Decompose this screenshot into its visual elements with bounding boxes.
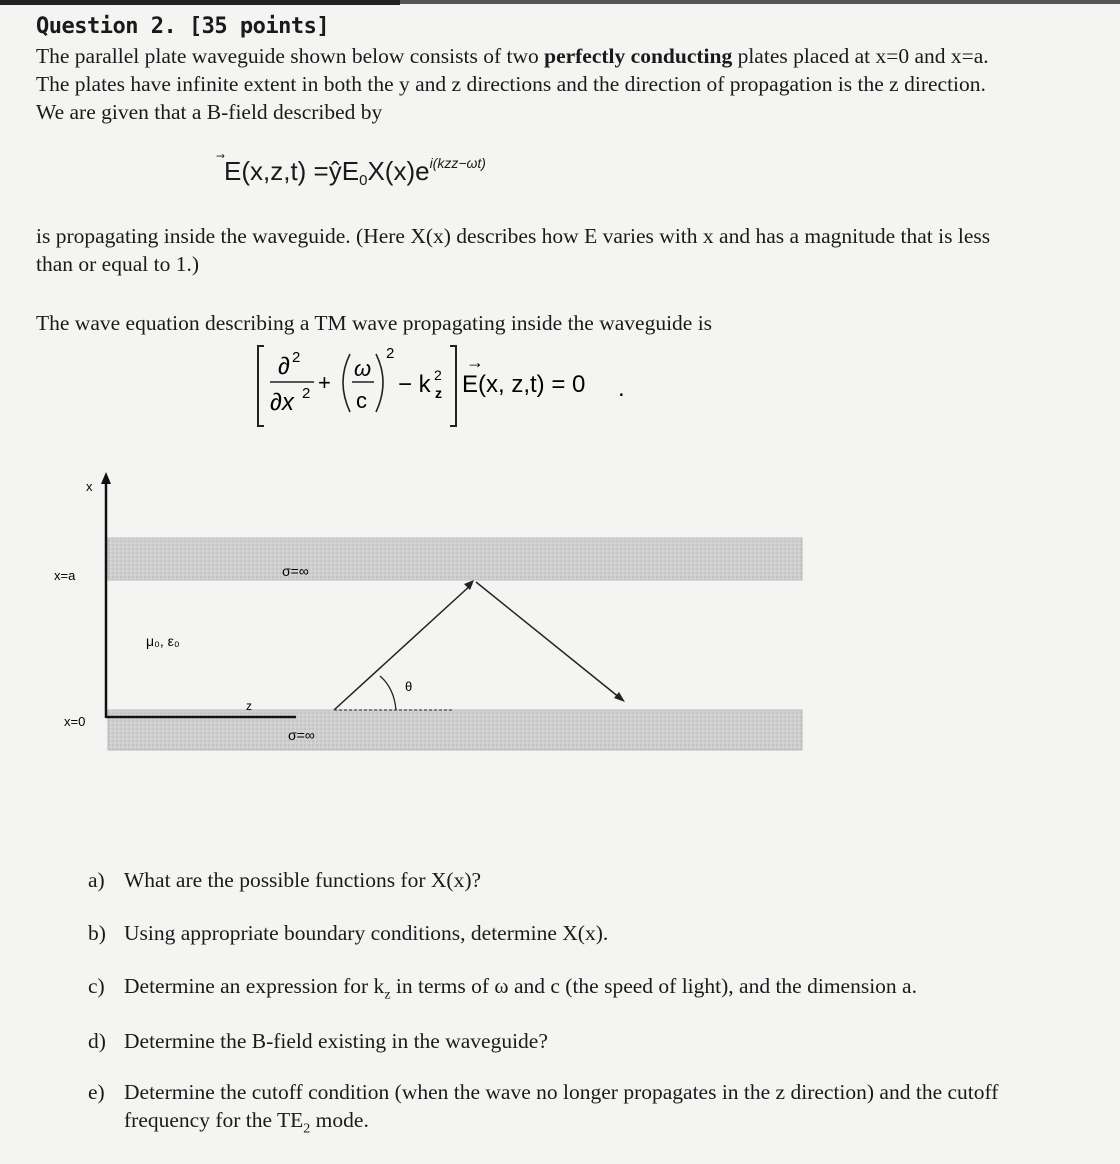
bottom-conductivity-label: σ=∞ (288, 727, 315, 743)
para2-line-1: is propagating inside the waveguide. (Here X(x) describes how E varies with x and has a magnitude that is less (36, 224, 991, 248)
question-text: frequency for the TE (124, 1108, 304, 1132)
kz-exp: 2 (434, 367, 442, 383)
paragraph-3: The wave equation describing a TM wave propagating inside the waveguide is (36, 311, 713, 335)
eq-exponent: i(kzz−ωt) (429, 155, 486, 171)
omega-symbol: ω (354, 356, 372, 381)
question-text: What are the possible functions for X(x)? (124, 868, 482, 892)
partial-num-exp: 2 (292, 349, 301, 366)
name-underline (0, 0, 400, 5)
question-text: Determine the cutoff condition (when the wave no longer propagates in the z direction) and the cutoff (124, 1080, 999, 1104)
left-bracket (258, 346, 264, 426)
partial-numerator: ∂ (278, 353, 290, 380)
minus-kz: − k (398, 371, 431, 398)
wave-equation (250, 338, 670, 428)
question-label: e) (88, 1080, 105, 1104)
intro-line-3: We are given that a B-field described by (36, 100, 383, 124)
angle-label: θ (405, 679, 413, 694)
intro-line-2: The plates have infinite extent in both the y and z directions and the direction of propagation is the z direction. (36, 72, 986, 96)
question-text: in terms of ω and c (the speed of light), and the dimension a. (390, 974, 917, 998)
kz-subscript: z (384, 987, 391, 1003)
z-axis-label: z (246, 699, 252, 713)
e-vector (224, 156, 329, 187)
intro-line-1 (36, 42, 989, 70)
intro-text: The parallel plate waveguide shown below consists of two (36, 44, 545, 68)
top-plate (108, 538, 802, 580)
x-axis-arrowhead (101, 472, 111, 484)
incident-ray-arrowhead (464, 580, 474, 590)
square-exp: 2 (386, 345, 395, 362)
question-text: Using appropriate boundary conditions, determine X(x). (124, 921, 609, 945)
incident-ray (334, 584, 472, 710)
question-label: b) (88, 921, 106, 945)
reflected-ray (476, 582, 620, 698)
kz-sub: z (435, 385, 442, 401)
question-a (88, 868, 481, 893)
question-label: c) (88, 974, 105, 998)
e-vector-arrow: → (466, 352, 484, 372)
intro-paragraph (36, 42, 989, 126)
field-equation (224, 155, 486, 189)
para2-line-2: than or equal to 1.) (36, 252, 199, 276)
x-equals-0-label: x=0 (64, 714, 86, 729)
field-term: E(x, z,t) = 0 (462, 371, 586, 398)
eq-yhat: ŷE (328, 156, 360, 186)
question-label: a) (88, 868, 105, 892)
waveguide-diagram (40, 460, 820, 770)
question-e-line-2 (88, 1106, 998, 1143)
plus-sign: + (318, 370, 331, 395)
question-text: mode. (310, 1108, 369, 1132)
question-d (88, 1029, 548, 1054)
x-equals-a-label: x=a (54, 568, 76, 583)
question-text: Determine an expression for k (124, 974, 385, 998)
x-axis-label: x (86, 479, 93, 494)
te-subscript: 2 (303, 1121, 311, 1137)
eq-lhs: E(x,z,t) = (224, 156, 329, 186)
intro-text: plates placed at x=0 and x=a. (732, 44, 989, 68)
right-bracket (450, 346, 456, 426)
reflected-ray-arrowhead (614, 692, 625, 702)
period: . (618, 375, 625, 402)
c-symbol: c (356, 388, 367, 413)
angle-arc (380, 676, 396, 710)
question-b (88, 921, 608, 946)
question-e (88, 1078, 998, 1143)
top-conductivity-label: σ=∞ (282, 563, 309, 579)
partial-den-exp: 2 (302, 385, 311, 402)
partial-denominator: ∂x (270, 389, 294, 416)
question-text: Determine the B-field existing in the waveguide? (124, 1029, 548, 1053)
eq-x-exp: X(x)e (367, 156, 430, 186)
medium-label: μ₀, ε₀ (146, 633, 180, 649)
right-paren (376, 354, 383, 412)
eq-sub-0: 0 (359, 172, 368, 189)
question-c (88, 974, 917, 1003)
question-label: d) (88, 1029, 106, 1053)
question-heading: Question 2. [35 points] (36, 14, 330, 39)
paragraph-2 (36, 222, 990, 278)
bold-term: perfectly conducting (544, 44, 733, 68)
left-paren (343, 354, 350, 412)
